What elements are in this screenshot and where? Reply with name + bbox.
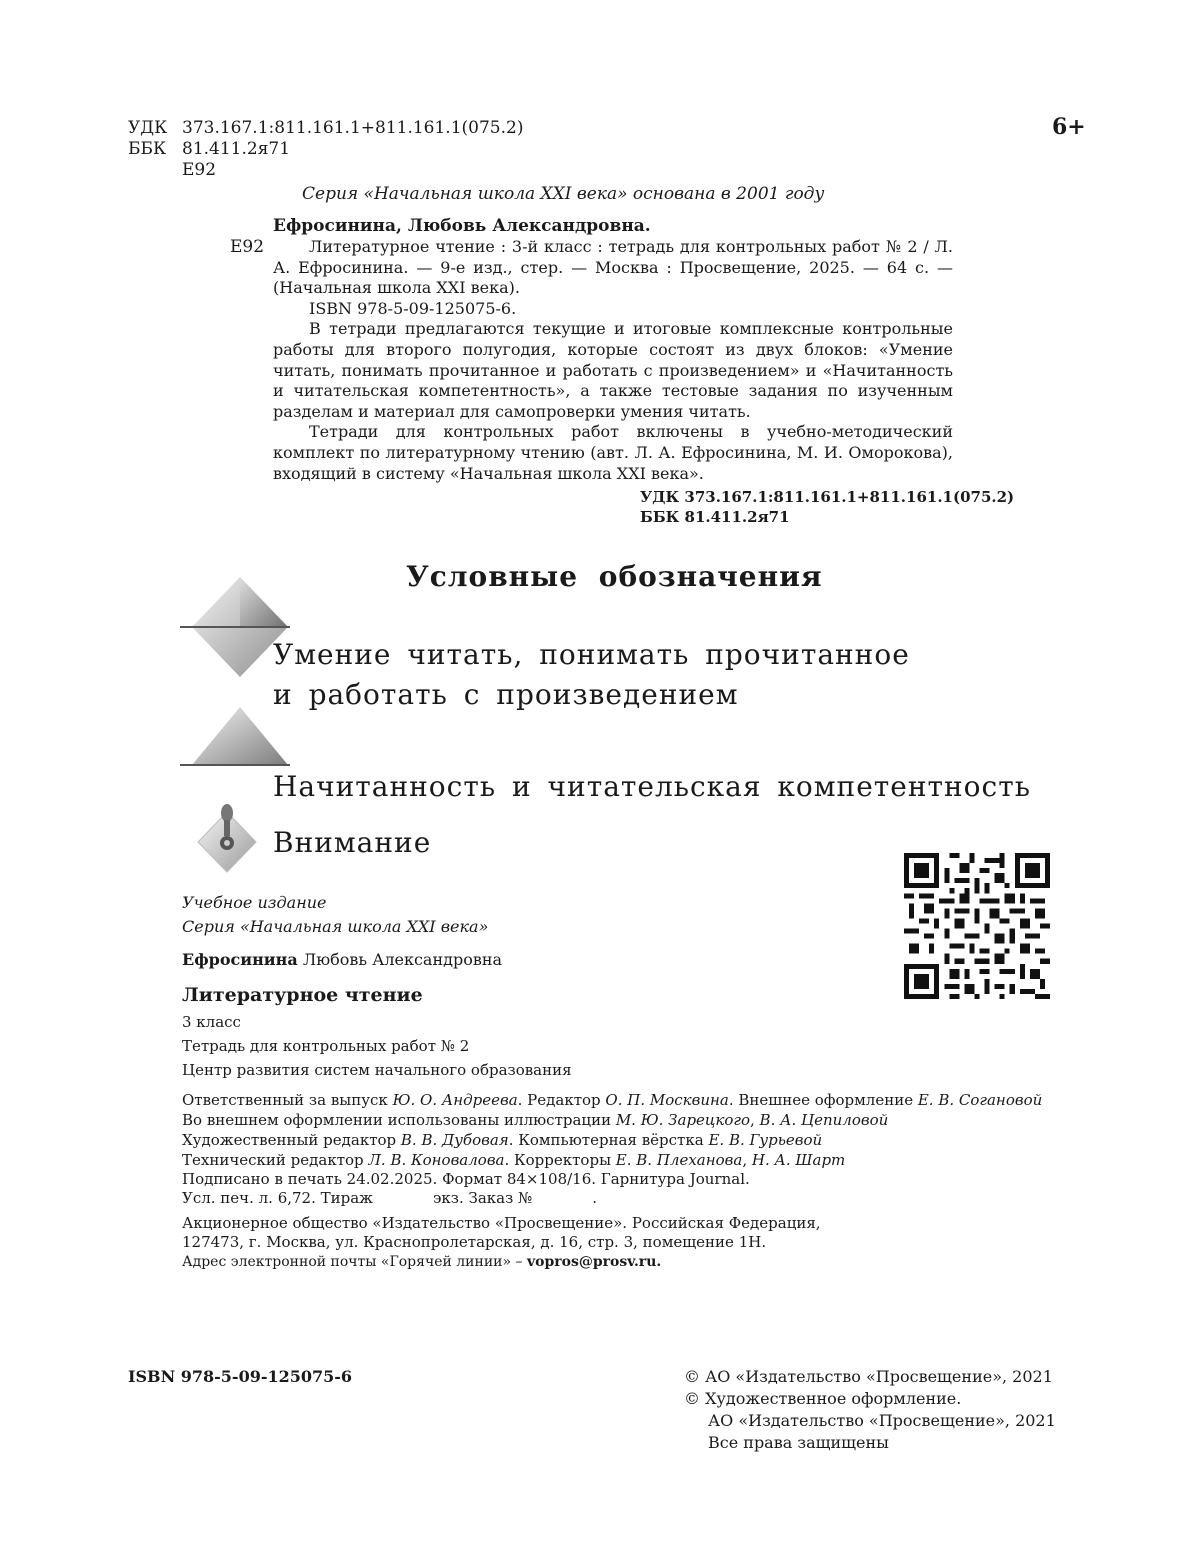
annotation-author: Ефросинина, Любовь Александровна. <box>273 216 651 236</box>
bbk-label: ББК <box>128 139 167 159</box>
annotation-bbk-right: ББК 81.411.2я71 <box>640 508 790 526</box>
age-rating: 6+ <box>1052 114 1086 140</box>
reading-competence-icon <box>180 705 290 770</box>
annotation-para2: Тетради для контрольных работ включены в учебно-методический комплект по литературному чтению (авт. Л. А. Ефросинина, М. И. Оморокова), входящий в систему «Начальная школа XXI века». <box>273 422 953 483</box>
email-link[interactable]: vopros@prosv.ru. <box>526 1254 662 1270</box>
footer-isbn: ISBN 978-5-09-125075-6 <box>128 1367 353 1386</box>
rights-reserved: Все права защищены <box>708 1433 889 1452</box>
credit-line: Художественный редактор В. В. Дубовая. Компьютерная вёрстка Е. В. Гурьевой <box>182 1131 823 1149</box>
imprint-series: Серия «Начальная школа XXI века» <box>182 917 489 936</box>
udk-value: 373.167.1:811.161.1+811.161.1(075.2) <box>182 118 524 138</box>
copyright-line1: © АО «Издательство «Просвещение», 2021 <box>684 1367 1053 1386</box>
legend-title: Условные обозначения <box>406 560 823 593</box>
print-info <box>182 1170 750 1208</box>
credit-line: Во внешнем оформлении использованы иллюстрации М. Ю. Зарецкого, В. А. Цепиловой <box>182 1111 889 1129</box>
copyright-line3: АО «Издательство «Просвещение», 2021 <box>708 1411 1056 1430</box>
imprint-grade: 3 класс <box>182 1013 241 1031</box>
copyright-block <box>684 1366 1056 1454</box>
legend-item1-line2: и работать с произведением <box>273 678 739 711</box>
attention-icon <box>196 802 258 874</box>
udk-block <box>128 118 523 181</box>
print-line1: Подписано в печать 24.02.2025. Формат 84×108/16. Гарнитура Journal. <box>182 1170 750 1188</box>
author-mark: Е92 <box>182 160 217 180</box>
print-line2: Усл. печ. л. 6,72. Тираж экз. Заказ № . <box>182 1189 598 1207</box>
qr-code-icon <box>904 853 1050 999</box>
annotation-udk-right: УДК 373.167.1:811.161.1+811.161.1(075.2) <box>640 488 1015 506</box>
annotation-para1: В тетради предлагаются текущие и итоговые комплексные контрольные работы для второго полугодия, которые состоят из двух блоков: «Умение читать, понимать прочитанное и работать с произведением» и «Начитанность и читательская компетентность», а также тестовые задания по изученным разделам и материал для самопроверки умения читать. <box>273 319 953 421</box>
imprint-subtitle: Тетрадь для контрольных работ № 2 <box>182 1037 470 1055</box>
legend-item1-line1: Умение читать, понимать прочитанное <box>273 638 910 671</box>
imprint-author-surname: Ефросинина <box>182 950 298 969</box>
edition-type: Учебное издание <box>182 893 327 912</box>
imprint-credits <box>182 1090 1042 1170</box>
annotation <box>273 237 953 484</box>
annotation-bib: Литературное чтение : 3-й класс : тетрадь для контрольных работ № 2 / Л. А. Ефросинина. — 9-е изд., стер. — Москва : Просвещение, 2025. — 64 с. — (Начальная школа XXI века). <box>273 237 953 298</box>
udk-label: УДК <box>128 118 168 138</box>
credit-line: Технический редактор Л. В. Коновалова. Корректоры Е. В. Плеханова, Н. А. Шарт <box>182 1151 846 1169</box>
bbk-value: 81.411.2я71 <box>182 139 291 159</box>
annotation-mark: Е92 <box>230 237 265 257</box>
imprint-title: Литературное чтение <box>182 984 423 1006</box>
publisher-info <box>182 1214 821 1252</box>
imprint-center: Центр развития систем начального образования <box>182 1061 572 1079</box>
publisher-line2: 127473, г. Москва, ул. Краснопролетарская, д. 16, стр. 3, помещение 1Н. <box>182 1233 767 1251</box>
legend-item2: Начитанность и читательская компетентность <box>273 770 1031 803</box>
credit-line: Ответственный за выпуск Ю. О. Андреева. Редактор О. П. Москвина. Внешнее оформление Е. В. Согановой <box>182 1091 1043 1109</box>
copyright-line2: © Художественное оформление. <box>684 1389 962 1408</box>
imprint-author-name: Любовь Александровна <box>302 950 503 969</box>
imprint-author <box>182 949 502 970</box>
legend-item3: Внимание <box>273 826 432 859</box>
annotation-isbn: ISBN 978-5-09-125075-6. <box>309 298 517 318</box>
series-note: Серия «Начальная школа XXI века» основана в 2001 году <box>302 184 825 204</box>
email-label: Адрес электронной почты «Горячей линии» – <box>182 1254 527 1270</box>
publisher-line1: Акционерное общество «Издательство «Просвещение». Российская Федерация, <box>182 1214 821 1232</box>
hotline-email <box>182 1254 661 1270</box>
